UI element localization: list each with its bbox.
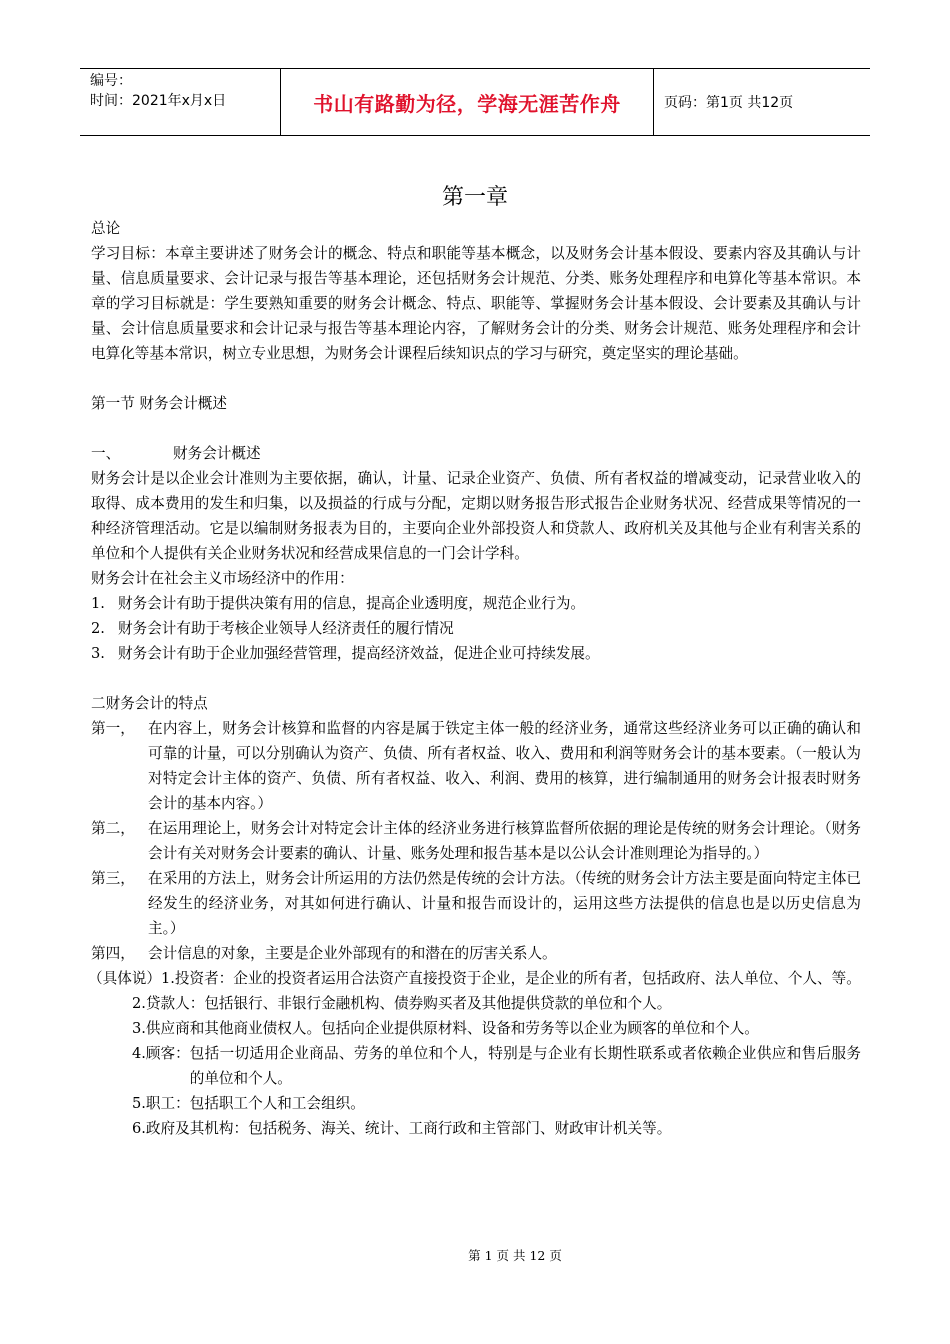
user-text: 包括职工个人和工会组织。 [189, 1095, 365, 1112]
user-item [91, 1116, 861, 1141]
feature-text: 在内容上，财务会计核算和监督的内容是属于铁定主体一般的经济业务，通常这些经济业务可以正确的确认和可靠的计量，可以分别确认为资产、负债、所有者权益、收入、费用和利润等财务会计的基本要素。（一般认为对特定会计主体的资产、负债、所有者权益、收入、利润、费用的核算，进行编制通用的财务会计报表时财务会计的基本内容。） [148, 720, 861, 812]
chapter-title: 第一章 [441, 185, 508, 210]
user-item [88, 966, 861, 991]
page-info: 页码：第1页 共12页 [664, 95, 794, 111]
role-text: 财务会计有助于考核企业领导人经济责任的履行情况 [118, 620, 454, 637]
feature-label: 第二， [91, 820, 135, 837]
feature-list [91, 716, 861, 966]
role-title: 财务会计在社会主义市场经济中的作用： [91, 570, 354, 587]
definition-paragraph: 财务会计是以企业会计准则为主要依据，确认，计量、记录企业资产、负债、所有者权益的增减变动，记录营业收入的取得、成本费用的发生和归集，以及损益的行成与分配，定期以财务报告形式报告企业财务状况、经营成果等情况的一种经济管理活动。它是以编制财务报表为目的，主要向企业外部投资人和贷款人、政府机关及其他与企业有利害关系的单位和个人提供有关企业财务状况和经营成果信息的一门会计学科。 [91, 470, 861, 562]
feature-item [91, 941, 861, 966]
user-label: 6.政府及其机构： [132, 1120, 249, 1137]
motto-text: 书山有路勤为径，学海无涯苦作舟 [313, 91, 621, 116]
user-label: 2.贷款人： [132, 995, 205, 1012]
feature-item [91, 866, 861, 941]
document-body [88, 216, 861, 1141]
user-text: 包括银行、非银行金融机构、债券购买者及其他提供贷款的单位和个人。 [204, 995, 672, 1012]
role-list [91, 591, 861, 666]
section-title: 第一节 财务会计概述 [91, 395, 227, 412]
subsection-2-heading: 二财务会计的特点 [91, 695, 208, 712]
role-number: 2. [91, 620, 105, 637]
user-text: 包括税务、海关、统计、工商行政和主管部门、财政审计机关等。 [248, 1120, 672, 1137]
user-text: 包括一切适用企业商品、劳务的单位和个人，特别是与企业有长期性联系或者依赖企业供应和售后服务的单位和个人。 [189, 1045, 861, 1087]
feature-label: 第一， [91, 720, 135, 737]
user-item [91, 1041, 861, 1091]
user-label: （具体说）1.投资者： [88, 970, 234, 987]
feature-label: 第三， [91, 870, 135, 887]
role-text: 财务会计有助于企业加强经营管理，提高经济效益，促进企业可持续发展。 [118, 645, 600, 662]
feature-item [91, 816, 861, 866]
user-label: 5.职工： [132, 1095, 190, 1112]
feature-item [91, 716, 861, 816]
subsection-1-title: 财务会计概述 [173, 445, 261, 462]
subsection-1-number: 一、 [91, 445, 121, 462]
header-table [80, 68, 870, 136]
feature-text: 在采用的方法上，财务会计所运用的方法仍然是传统的会计方法。（传统的财务会计方法主要是面向特定主体已经发生的经济业务，对其如何进行确认、计量和报告而设计的，运用这些方法提供的信息也是以历史信息为主。） [148, 870, 861, 937]
date-label: 时间：2021年x月x日 [90, 93, 227, 109]
overview-heading: 总论 [91, 220, 121, 237]
user-text: 企业的投资者运用合法资产直接投资于企业，是企业的所有者，包括政府、法人单位、个人、等。 [233, 970, 861, 987]
user-text: 包括向企业提供原材料、设备和劳务等以企业为顾客的单位和个人。 [321, 1020, 759, 1037]
role-item [91, 591, 861, 616]
page-footer: 第 1 页 共 12 页 [468, 1248, 562, 1263]
header-meta-cell [80, 69, 281, 135]
number-label: 编号： [90, 73, 132, 89]
role-item [91, 641, 861, 666]
feature-label: 第四， [91, 945, 135, 962]
header-motto-cell [281, 69, 654, 135]
user-item [91, 991, 861, 1016]
role-item [91, 616, 861, 641]
user-item [91, 1016, 861, 1041]
feature-text: 在运用理论上，财务会计对特定会计主体的经济业务进行核算监督所依据的理论是传统的财务会计理论。（财务会计有关对财务会计要素的确认、计量、账务处理和报告基本是以公认会计准则理论为指导的。） [148, 820, 861, 862]
user-item [91, 1091, 861, 1116]
role-text: 财务会计有助于提供决策有用的信息，提高企业透明度，规范企业行为。 [118, 595, 586, 612]
subsection-1-heading [91, 441, 861, 466]
learning-objectives: 学习目标：本章主要讲述了财务会计的概念、特点和职能等基本概念，以及财务会计基本假设、要素内容及其确认与计量、信息质量要求、会计记录与报告等基本理论，还包括财务会计规范、分类、账务处理程序和电算化等基本常识。本章的学习目标就是：学生要熟知重要的财务会计概念、特点、职能等、掌握财务会计基本假设、会计要素及其确认与计量、会计信息质量要求和会计记录与报告等基本理论内容，了解财务会计的分类、财务会计规范、账务处理程序和会计电算化等基本常识，树立专业思想，为财务会计课程后续知识点的学习与研究，奠定坚实的理论基础。 [91, 245, 861, 362]
user-label: 3.供应商和其他商业债权人。 [132, 1020, 322, 1037]
role-number: 1. [91, 595, 105, 612]
role-number: 3. [91, 645, 105, 662]
user-label: 4.顾客： [132, 1045, 190, 1062]
user-list [88, 966, 861, 1141]
feature-text: 会计信息的对象，主要是企业外部现有的和潜在的厉害关系人。 [148, 945, 557, 962]
header-page-cell [654, 69, 870, 135]
